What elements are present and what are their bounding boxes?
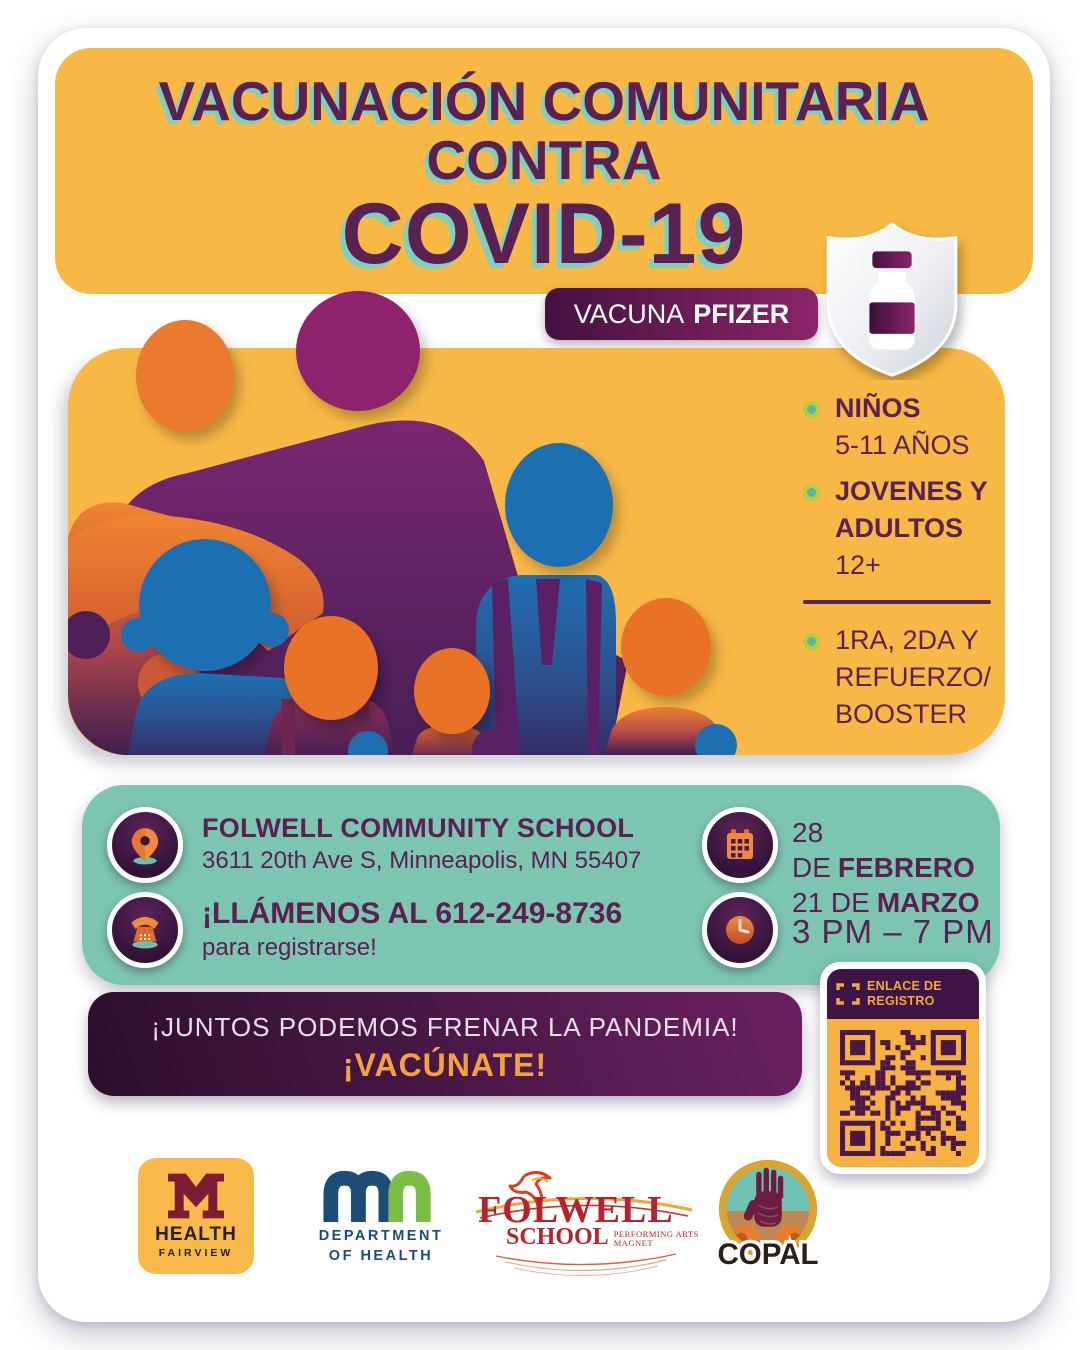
logo-copal: [686, 1154, 850, 1316]
location-badge: [107, 807, 183, 883]
mhealth-health-label: HEALTH: [155, 1224, 237, 1245]
calendar-icon: [720, 825, 760, 865]
eligibility-ninos-label: NIÑOS: [835, 393, 921, 423]
vial-cap: [872, 251, 911, 268]
vial-label: [869, 302, 914, 333]
kid1-strap-left: [282, 699, 295, 755]
eligibility-divider: [803, 600, 991, 604]
family-illustration: [68, 283, 768, 755]
mdh-text: DEPARTMENT OF HEALTH: [318, 1228, 444, 1264]
phone-text: [202, 897, 622, 962]
bullet-dot-icon: [803, 484, 820, 501]
eligibility-list: [803, 390, 1018, 742]
qr-label: ENLACE DE REGISTRO: [867, 979, 942, 1008]
clock-icon: [720, 910, 760, 950]
phone-icon: [124, 909, 166, 951]
girl-pigtail-right: [255, 613, 289, 647]
dates-text: [792, 815, 1000, 920]
copal-name: COPAL: [717, 1238, 819, 1272]
date-line-2: 21 DE MARZO: [792, 887, 980, 918]
cta-line-2: ¡VACÚNATE!: [342, 1047, 548, 1083]
badge-label-pfizer: PFIZER: [693, 298, 790, 329]
eligibility-ninos-ages: 5-11 AÑOS: [835, 430, 970, 460]
poster-card: [38, 28, 1050, 1322]
kid1-head: [284, 616, 378, 720]
kid3-head: [621, 598, 711, 696]
eligibility-item-doses: [803, 622, 1018, 733]
qr-code-area: [827, 1019, 979, 1167]
eligibility-jovenes-label1: JOVENES Y: [835, 476, 988, 506]
title-line-1: VACUNACIÓN COMUNITARIA: [158, 70, 930, 132]
girl-hair: [139, 539, 271, 671]
cta-line-1: ¡JUNTOS PODEMOS FRENAR LA PANDEMIA!: [151, 1012, 739, 1042]
mhealth-fairview-label: FAIRVIEW: [158, 1247, 234, 1259]
girl-pigtail-left: [121, 618, 155, 652]
phone-subtext: para registrarse!: [202, 934, 377, 961]
time-text: 3 PM – 7 PM: [792, 913, 994, 950]
bullet-dot-icon: [803, 401, 820, 418]
eligibility-jovenes-label2: ADULTOS: [835, 513, 963, 543]
clock-badge: [702, 892, 778, 968]
location-address: 3611 20th Ave S, Minneapolis, MN 55407: [202, 847, 642, 874]
scan-frame-icon: [835, 981, 861, 1007]
doses-line3: BOOSTER: [835, 699, 968, 729]
adult-blue-head: [505, 443, 613, 567]
doses-line2: REFUERZO/: [835, 662, 992, 692]
parent-purple-head: [296, 291, 420, 411]
copal-emblem-icon: [709, 1154, 827, 1272]
logo-mhealth-fairview: [138, 1158, 254, 1274]
kid2-head: [414, 648, 490, 734]
phone-number: ¡LLÁMENOS AL 612-249-8736: [202, 897, 623, 930]
eligibility-jovenes-ages: 12+: [835, 550, 881, 580]
minnesota-m-icon: [168, 1173, 224, 1219]
folwell-tagline: PERFORMING ARTS MAGNET: [613, 1229, 699, 1248]
logo-folwell-school: [466, 1170, 702, 1288]
title-line-3: COVID-19: [341, 186, 747, 282]
badge-label-vacuna: VACUNA: [573, 298, 685, 329]
folwell-name: FOLWELL: [478, 1189, 674, 1231]
shield-vaccine-icon: [811, 218, 973, 380]
logo-mn-dept-health: [294, 1168, 468, 1278]
eligibility-item-jovenes: [803, 473, 1018, 584]
calendar-badge: [702, 807, 778, 883]
location-text: [202, 813, 641, 875]
mn-logo-icon: [322, 1168, 440, 1222]
bullet-dot-icon: [803, 633, 820, 650]
doses-line1: 1RA, 2DA Y: [835, 625, 979, 655]
qr-registration-card: [820, 962, 986, 1174]
cta-banner: [88, 992, 802, 1096]
title-line-2: CONTRA: [426, 129, 662, 191]
info-panel: [82, 785, 1000, 985]
folwell-school-label: SCHOOL: [506, 1224, 609, 1250]
location-name: FOLWELL COMMUNITY SCHOOL: [202, 813, 635, 843]
qr-code: [837, 1030, 969, 1156]
eligibility-item-ninos: [803, 390, 1018, 464]
qr-card-header: [827, 969, 979, 1019]
location-pin-icon: [124, 824, 166, 866]
grandparent-head: [136, 320, 234, 432]
date-line-1: 28 DE FEBRERO: [792, 817, 975, 883]
phone-badge: [107, 892, 183, 968]
